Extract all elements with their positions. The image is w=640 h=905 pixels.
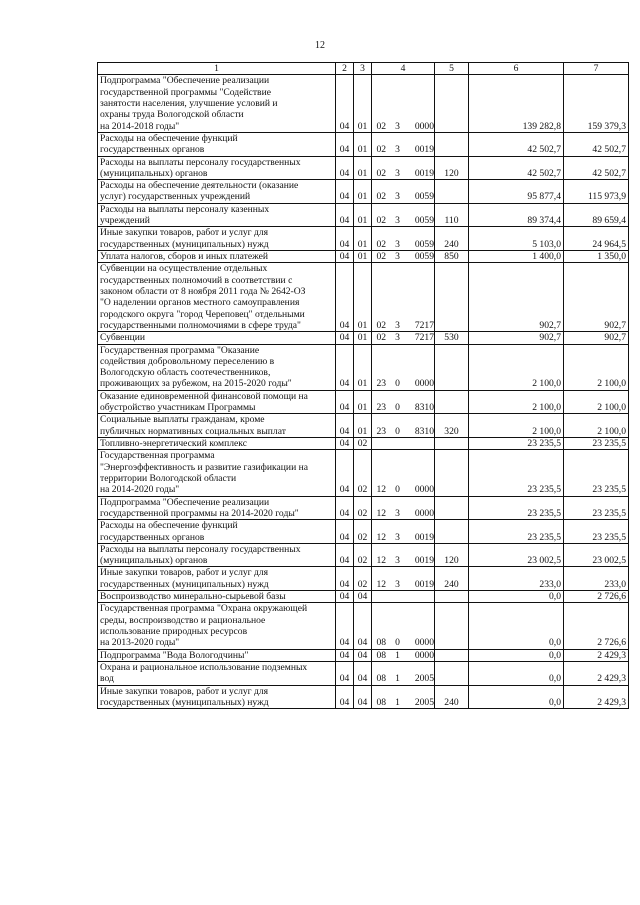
description-line: Государственная программа "Охрана окружающей <box>100 603 308 615</box>
amount-year-1: 2 100,0 <box>469 390 564 414</box>
table-row <box>98 344 629 390</box>
code-direction: 2005 <box>405 685 435 709</box>
description-line: государственных (муниципальных) нужд <box>100 696 269 708</box>
description-line: государственных полномочий в соответствии с <box>100 274 293 286</box>
code-expense-type: 240 <box>435 567 469 591</box>
code-program: 12 <box>372 520 391 544</box>
code-subprogram: 3 <box>391 332 405 344</box>
amount-year-1: 95 877,4 <box>469 180 564 204</box>
description-line: охраны труда Вологодской области <box>100 109 244 121</box>
table-row <box>98 496 629 520</box>
code-expense-type <box>435 649 469 661</box>
amount-year-1: 42 502,7 <box>469 156 564 180</box>
code-program: 08 <box>372 661 391 685</box>
amount-year-2: 1 350,0 <box>564 251 629 263</box>
code-subprogram: 3 <box>391 132 405 156</box>
code-expense-type: 120 <box>435 543 469 567</box>
code-direction: 0000 <box>405 603 435 649</box>
table-row <box>98 156 629 180</box>
code-subsection: 01 <box>354 203 372 227</box>
code-section: 04 <box>336 567 354 591</box>
amount-year-1: 0,0 <box>469 603 564 649</box>
code-expense-type <box>435 520 469 544</box>
code-expense-type: 120 <box>435 156 469 180</box>
code-section: 04 <box>336 227 354 251</box>
amount-year-1: 139 282,8 <box>469 75 564 133</box>
code-program: 23 <box>372 344 391 390</box>
code-program: 02 <box>372 180 391 204</box>
amount-year-2: 902,7 <box>564 332 629 344</box>
code-section: 04 <box>336 132 354 156</box>
header-cell: 2 <box>336 63 354 75</box>
code-program: 08 <box>372 649 391 661</box>
description-line: Государственная программа "Оказание <box>100 344 260 356</box>
description-line: Субвенции <box>100 332 145 344</box>
code-section: 04 <box>336 156 354 180</box>
code-program: 02 <box>372 227 391 251</box>
description-line: на 2013-2020 годы" <box>100 637 180 649</box>
description-line: "О наделении органов местного самоуправления <box>100 297 300 309</box>
code-subprogram: 1 <box>391 661 405 685</box>
table-row <box>98 332 629 344</box>
code-subsection: 02 <box>354 543 372 567</box>
code-subprogram: 3 <box>391 496 405 520</box>
table-header-row <box>98 63 629 75</box>
description-line: государственных (муниципальных) нужд <box>100 578 269 590</box>
amount-year-2: 902,7 <box>564 263 629 332</box>
code-subprogram: 0 <box>391 390 405 414</box>
code-direction: 8310 <box>405 390 435 414</box>
code-section: 04 <box>336 263 354 332</box>
description-line: Охрана и рациональное использование подземных <box>100 661 308 673</box>
description-line: государственной программы "Содействие <box>100 86 271 98</box>
code-section: 04 <box>336 450 354 496</box>
row-description <box>98 227 336 251</box>
description-line: Государственная программа <box>100 450 215 462</box>
code-subprogram: 0 <box>391 450 405 496</box>
amount-year-1: 0,0 <box>469 649 564 661</box>
description-line: Иные закупки товаров, работ и услуг для <box>100 567 269 579</box>
amount-year-2: 23 235,5 <box>564 496 629 520</box>
description-line: Воспроизводство минерально-сырьевой базы <box>100 591 286 603</box>
amount-year-1: 0,0 <box>469 661 564 685</box>
code-subprogram: 3 <box>391 227 405 251</box>
code-section: 04 <box>336 661 354 685</box>
amount-year-2: 24 964,5 <box>564 227 629 251</box>
description-line: Расходы на выплаты персоналу государственных <box>100 543 301 555</box>
amount-year-1: 23 235,5 <box>469 438 564 450</box>
code-subsection: 01 <box>354 132 372 156</box>
row-description <box>98 75 336 133</box>
code-section: 04 <box>336 649 354 661</box>
description-line: проживающих за рубежом, на 2015-2020 годы" <box>100 378 292 390</box>
code-program: 12 <box>372 450 391 496</box>
code-subprogram: 1 <box>391 649 405 661</box>
row-description <box>98 450 336 496</box>
description-line: (муниципальных) органов <box>100 555 208 567</box>
code-subprogram: 3 <box>391 75 405 133</box>
code-program: 23 <box>372 414 391 438</box>
code-program: 08 <box>372 603 391 649</box>
row-description <box>98 251 336 263</box>
code-expense-type <box>435 132 469 156</box>
code-direction: 0000 <box>405 496 435 520</box>
code-direction: 0019 <box>405 567 435 591</box>
description-line: Расходы на выплаты персоналу казенных <box>100 203 270 215</box>
description-line: на 2014-2020 годы" <box>100 484 180 496</box>
description-line: городского округа "город Череповец" отдельными <box>100 308 305 320</box>
code-direction: 0000 <box>405 75 435 133</box>
code-direction: 2005 <box>405 661 435 685</box>
code-section: 04 <box>336 520 354 544</box>
row-description <box>98 390 336 414</box>
code-subsection: 02 <box>354 450 372 496</box>
code-section: 04 <box>336 332 354 344</box>
code-expense-type <box>435 450 469 496</box>
code-subsection: 01 <box>354 414 372 438</box>
budget-table <box>97 62 629 709</box>
code-direction: 0019 <box>405 132 435 156</box>
code-expense-type: 110 <box>435 203 469 227</box>
code-expense-type <box>435 180 469 204</box>
amount-year-2: 2 429,3 <box>564 649 629 661</box>
code-expense-type <box>435 591 469 603</box>
code-subsection: 02 <box>354 567 372 591</box>
code-expense-type <box>435 75 469 133</box>
code-subsection: 01 <box>354 251 372 263</box>
row-description <box>98 520 336 544</box>
code-subsection: 04 <box>354 685 372 709</box>
code-subsection: 01 <box>354 332 372 344</box>
description-line: Расходы на выплаты персоналу государственных <box>100 156 301 168</box>
amount-year-1: 2 100,0 <box>469 344 564 390</box>
row-description <box>98 263 336 332</box>
amount-year-2: 2 100,0 <box>564 414 629 438</box>
code-program: 02 <box>372 156 391 180</box>
code-direction: 0000 <box>405 450 435 496</box>
description-line: занятости населения, улучшение условий и <box>100 97 278 109</box>
code-section: 04 <box>336 251 354 263</box>
row-description <box>98 567 336 591</box>
row-description <box>98 649 336 661</box>
amount-year-2: 159 379,3 <box>564 75 629 133</box>
code-direction: 7217 <box>405 263 435 332</box>
description-line: Субвенции на осуществление отдельных <box>100 263 268 275</box>
code-program <box>372 438 391 450</box>
amount-year-2: 23 235,5 <box>564 438 629 450</box>
code-subprogram: 3 <box>391 180 405 204</box>
description-line: услуг) государственных учреждений <box>100 191 251 203</box>
code-program: 02 <box>372 132 391 156</box>
header-cell: 7 <box>564 63 629 75</box>
table-row <box>98 414 629 438</box>
code-direction: 0000 <box>405 344 435 390</box>
code-subsection: 01 <box>354 344 372 390</box>
header-cell: 1 <box>98 63 336 75</box>
code-subsection: 04 <box>354 661 372 685</box>
row-description <box>98 332 336 344</box>
code-expense-type: 530 <box>435 332 469 344</box>
description-line: Иные закупки товаров, работ и услуг для <box>100 685 269 697</box>
code-subsection: 01 <box>354 180 372 204</box>
amount-year-2: 42 502,7 <box>564 132 629 156</box>
code-section: 04 <box>336 543 354 567</box>
amount-year-2: 2 100,0 <box>564 390 629 414</box>
row-description <box>98 344 336 390</box>
amount-year-1: 5 103,0 <box>469 227 564 251</box>
amount-year-2: 23 002,5 <box>564 543 629 567</box>
code-direction <box>405 438 435 450</box>
row-description <box>98 661 336 685</box>
code-direction: 0000 <box>405 649 435 661</box>
description-line: Социальные выплаты гражданам, кроме <box>100 414 265 426</box>
row-description <box>98 438 336 450</box>
table-row <box>98 180 629 204</box>
amount-year-1: 23 235,5 <box>469 450 564 496</box>
table-row <box>98 603 629 649</box>
table-row <box>98 685 629 709</box>
code-subsection: 02 <box>354 520 372 544</box>
table-row <box>98 438 629 450</box>
code-subprogram: 3 <box>391 520 405 544</box>
table-row <box>98 75 629 133</box>
description-line: Расходы на обеспечение функций <box>100 520 238 532</box>
code-direction: 8310 <box>405 414 435 438</box>
code-subprogram: 0 <box>391 344 405 390</box>
code-subsection: 02 <box>354 438 372 450</box>
code-subprogram: 3 <box>391 203 405 227</box>
description-line: "Энергоэффективность и развитие газификации на <box>100 461 308 473</box>
description-line: Топливно-энергетический комплекс <box>100 438 247 449</box>
amount-year-1: 902,7 <box>469 263 564 332</box>
code-subsection: 04 <box>354 603 372 649</box>
code-subsection: 02 <box>354 496 372 520</box>
code-expense-type <box>435 263 469 332</box>
code-subsection: 04 <box>354 649 372 661</box>
table-row <box>98 450 629 496</box>
description-line: Подпрограмма "Обеспечение реализации <box>100 496 270 508</box>
amount-year-1: 23 235,5 <box>469 496 564 520</box>
amount-year-2: 2 429,3 <box>564 685 629 709</box>
table-row <box>98 263 629 332</box>
code-expense-type: 850 <box>435 251 469 263</box>
description-line: Уплата налогов, сборов и иных платежей <box>100 251 269 262</box>
amount-year-1: 89 374,4 <box>469 203 564 227</box>
row-description <box>98 603 336 649</box>
code-direction: 0059 <box>405 203 435 227</box>
amount-year-2: 115 973,9 <box>564 180 629 204</box>
description-line: государственных органов <box>100 144 205 156</box>
amount-year-1: 23 235,5 <box>469 520 564 544</box>
code-subsection: 01 <box>354 227 372 251</box>
description-line: обустройство участникам Программы <box>100 402 256 414</box>
code-expense-type <box>435 603 469 649</box>
header-cell: 6 <box>469 63 564 75</box>
amount-year-2: 2 726,6 <box>564 591 629 603</box>
description-line: учреждений <box>100 215 150 227</box>
code-section: 04 <box>336 180 354 204</box>
description-line: Расходы на обеспечение деятельности (оказание <box>100 180 299 192</box>
code-direction: 0059 <box>405 251 435 263</box>
code-direction: 0059 <box>405 180 435 204</box>
code-direction <box>405 591 435 603</box>
code-expense-type: 240 <box>435 227 469 251</box>
row-description <box>98 203 336 227</box>
description-line: Подпрограмма "Обеспечение реализации <box>100 75 270 87</box>
code-subsection: 04 <box>354 591 372 603</box>
table-row <box>98 132 629 156</box>
code-expense-type <box>435 438 469 450</box>
code-expense-type: 240 <box>435 685 469 709</box>
code-subprogram <box>391 591 405 603</box>
code-subsection: 01 <box>354 263 372 332</box>
code-expense-type: 320 <box>435 414 469 438</box>
code-subprogram: 3 <box>391 567 405 591</box>
code-direction: 7217 <box>405 332 435 344</box>
code-program: 02 <box>372 75 391 133</box>
table-row <box>98 227 629 251</box>
code-program <box>372 591 391 603</box>
code-section: 04 <box>336 496 354 520</box>
description-line: Иные закупки товаров, работ и услуг для <box>100 227 269 239</box>
code-subprogram: 0 <box>391 414 405 438</box>
code-program: 02 <box>372 263 391 332</box>
code-section: 04 <box>336 603 354 649</box>
header-cell: 5 <box>435 63 469 75</box>
code-subprogram: 3 <box>391 263 405 332</box>
code-subprogram: 3 <box>391 251 405 263</box>
row-description <box>98 591 336 603</box>
code-subprogram: 1 <box>391 685 405 709</box>
amount-year-2: 2 726,6 <box>564 603 629 649</box>
code-subprogram <box>391 438 405 450</box>
row-description <box>98 414 336 438</box>
description-line: среды, воспроизводство и рациональное <box>100 614 266 626</box>
header-cell: 3 <box>354 63 372 75</box>
description-line: (муниципальных) органов <box>100 167 208 179</box>
amount-year-2: 89 659,4 <box>564 203 629 227</box>
row-description <box>98 543 336 567</box>
code-direction: 0059 <box>405 227 435 251</box>
code-section: 04 <box>336 75 354 133</box>
code-subprogram: 3 <box>391 543 405 567</box>
code-program: 12 <box>372 567 391 591</box>
description-line: государственных органов <box>100 531 205 543</box>
table-row <box>98 251 629 263</box>
amount-year-1: 42 502,7 <box>469 132 564 156</box>
code-direction: 0019 <box>405 520 435 544</box>
code-section: 04 <box>336 438 354 450</box>
code-direction: 0019 <box>405 156 435 180</box>
amount-year-1: 233,0 <box>469 567 564 591</box>
description-line: Оказание единовременной финансовой помощи на <box>100 390 308 402</box>
code-section: 04 <box>336 685 354 709</box>
description-line: государственных (муниципальных) нужд <box>100 238 269 250</box>
description-line: на 2014-2018 годы" <box>100 120 180 132</box>
table-row <box>98 390 629 414</box>
code-expense-type <box>435 390 469 414</box>
description-line: вод <box>100 673 114 685</box>
row-description <box>98 685 336 709</box>
row-description <box>98 132 336 156</box>
code-expense-type <box>435 661 469 685</box>
amount-year-2: 23 235,5 <box>564 450 629 496</box>
code-subsection: 01 <box>354 156 372 180</box>
description-line: государственной программы на 2014-2020 годы" <box>100 507 299 519</box>
code-section: 04 <box>336 344 354 390</box>
table-row <box>98 591 629 603</box>
description-line: законом области от 8 ноября 2011 года № 2642-ОЗ <box>100 285 306 297</box>
amount-year-1: 2 100,0 <box>469 414 564 438</box>
code-program: 02 <box>372 203 391 227</box>
code-program: 08 <box>372 685 391 709</box>
code-section: 04 <box>336 414 354 438</box>
page-number: 12 <box>315 40 325 51</box>
table-row <box>98 520 629 544</box>
amount-year-2: 42 502,7 <box>564 156 629 180</box>
code-section: 04 <box>336 390 354 414</box>
amount-year-2: 2 100,0 <box>564 344 629 390</box>
row-description <box>98 180 336 204</box>
table-row <box>98 203 629 227</box>
table-row <box>98 661 629 685</box>
amount-year-1: 23 002,5 <box>469 543 564 567</box>
code-section: 04 <box>336 591 354 603</box>
amount-year-2: 2 429,3 <box>564 661 629 685</box>
amount-year-2: 23 235,5 <box>564 520 629 544</box>
code-program: 12 <box>372 543 391 567</box>
amount-year-1: 1 400,0 <box>469 251 564 263</box>
code-program: 02 <box>372 251 391 263</box>
table-row <box>98 649 629 661</box>
table-row <box>98 543 629 567</box>
code-section: 04 <box>336 203 354 227</box>
amount-year-1: 0,0 <box>469 591 564 603</box>
code-expense-type <box>435 344 469 390</box>
description-line: Расходы на обеспечение функций <box>100 132 238 144</box>
header-cell: 4 <box>372 63 435 75</box>
code-direction: 0019 <box>405 543 435 567</box>
amount-year-1: 902,7 <box>469 332 564 344</box>
row-description <box>98 496 336 520</box>
description-line: Вологодскую область соотечественников, <box>100 367 271 379</box>
row-description <box>98 156 336 180</box>
description-line: содействия добровольному переселению в <box>100 355 275 367</box>
code-subsection: 01 <box>354 390 372 414</box>
code-subprogram: 0 <box>391 603 405 649</box>
description-line: использование природных ресурсов <box>100 626 248 637</box>
code-subprogram: 3 <box>391 156 405 180</box>
code-program: 23 <box>372 390 391 414</box>
code-subsection: 01 <box>354 75 372 133</box>
table-row <box>98 567 629 591</box>
code-program: 02 <box>372 332 391 344</box>
description-line: территории Вологодской области <box>100 472 237 484</box>
code-program: 12 <box>372 496 391 520</box>
description-line: Подпрограмма "Вода Вологодчины" <box>100 649 249 661</box>
description-line: государственными полномочиями в сфере труда" <box>100 319 301 331</box>
code-expense-type <box>435 496 469 520</box>
amount-year-1: 0,0 <box>469 685 564 709</box>
description-line: публичных нормативных социальных выплат <box>100 425 286 437</box>
amount-year-2: 233,0 <box>564 567 629 591</box>
